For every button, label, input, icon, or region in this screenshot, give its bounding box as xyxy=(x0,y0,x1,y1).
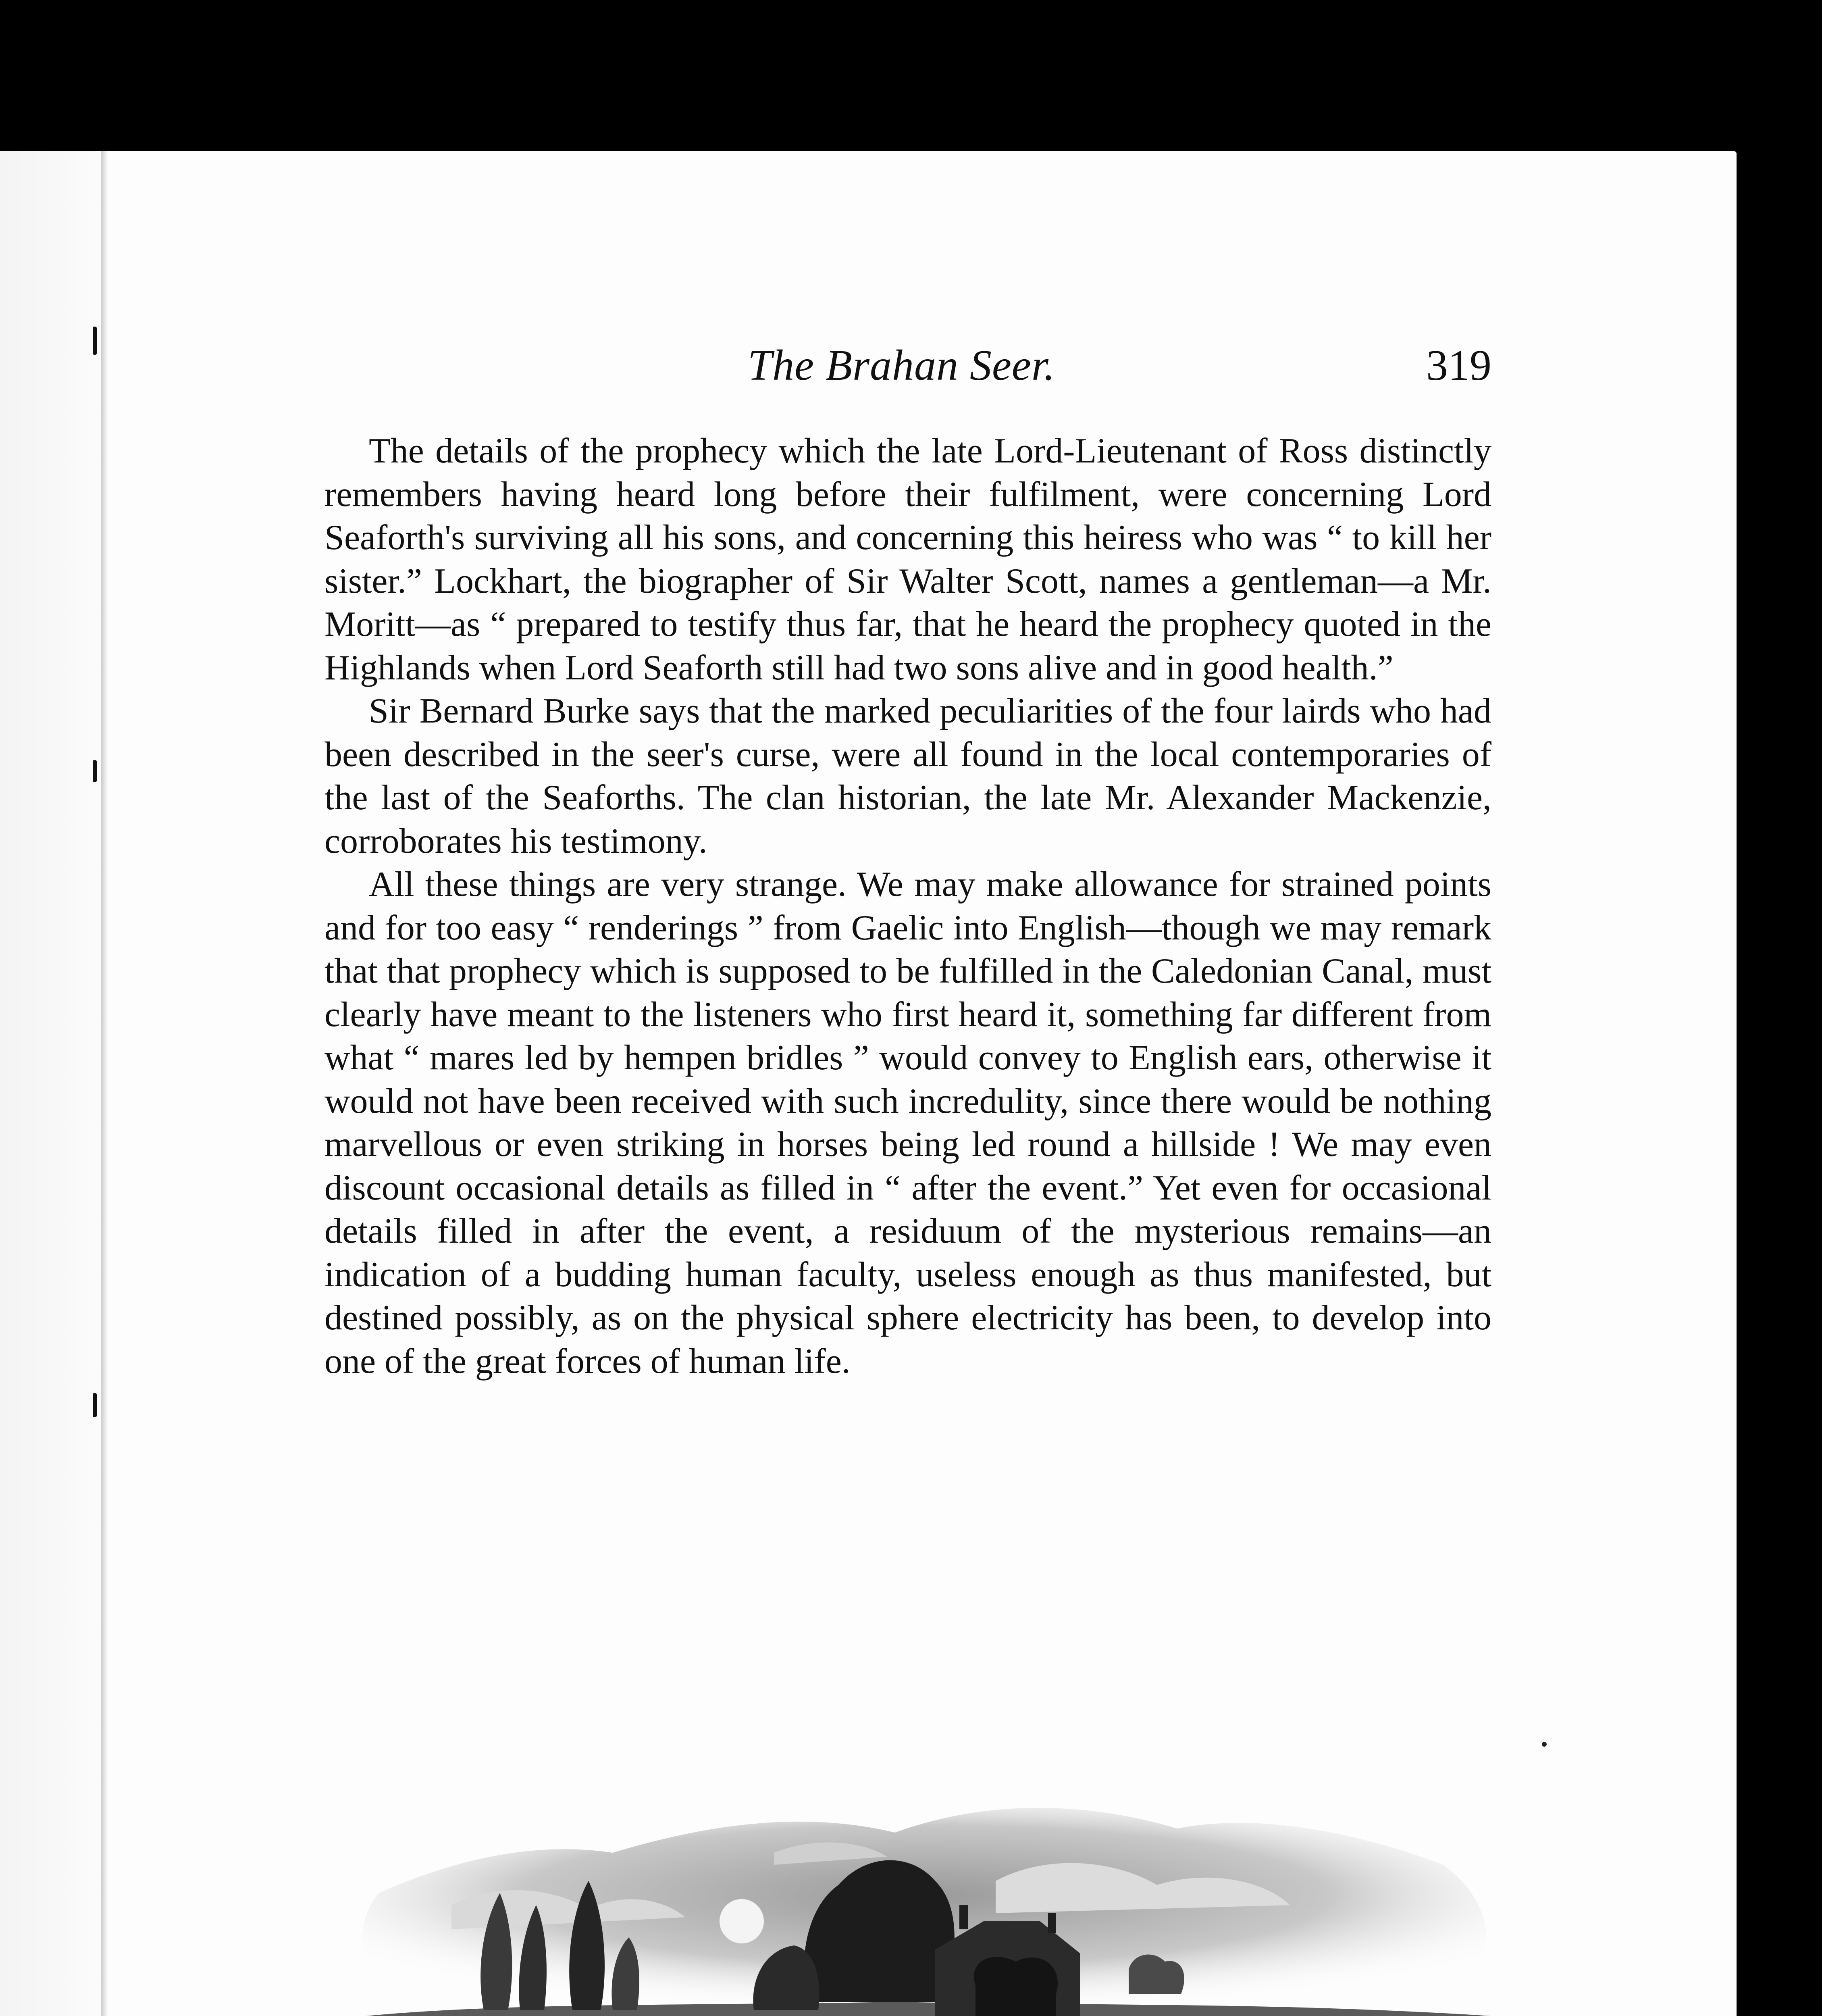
binding-mark xyxy=(93,760,97,782)
body-text xyxy=(324,429,1491,1383)
page-number: 319 xyxy=(1426,342,1491,389)
ink-speck xyxy=(1542,1742,1547,1747)
page-left-margin xyxy=(0,151,101,2016)
paragraph: Sir Bernard Burke says that the marked peculiarities of the four lairds who had been described in the seer's curse, were all found in the local contemporaries of the last of the Seaforths. The clan historian, the late Mr. Alexander Mackenzie, corroborates his testimony. xyxy=(324,691,1491,861)
paragraph: The details of the prophecy which the late Lord-Lieutenant of Ross distinctly remembers having heard long before their fulfilment, were concerning Lord Seaforth's surviving all his sons, and concerning this heiress who was “ to kill her sister.” Lockhart, the biographer of Sir Walter Scott, names a gentleman—a Mr. Moritt—as “ prepared to testify thus far, that he heard the prophecy quoted in the Highlands when Lord Seaforth still had two sons alive and in good health.” xyxy=(324,431,1491,687)
landscape-vignette-illustration xyxy=(331,1760,1524,2016)
binding-mark xyxy=(93,1393,97,1417)
page-spine-edge xyxy=(101,151,108,2016)
paragraph: All these things are very strange. We may make allowance for strained points and for too easy “ renderings ” from Gaelic into English—though we may remark that that prophecy which is supposed to be fulfilled in the Caledonian Canal, must clearly have meant to the listeners who first heard it, something far different from what “ mares led by hempen bridles ” would convey to English ears, otherwise it would not have been received with such incredulity, since there would be nothing marvellous or even striking in horses being led round a hillside ! We may even discount occasional details as filled in “ after the event.” Yet even for occasional details filled in after the event, a residuum of the mysterious remains—an indication of a budding human faculty, useless enough as thus manifested, but destined possibly, as on the physical sphere electricity has been, to develop into one of the great forces of human life. xyxy=(324,865,1491,1381)
running-title: The Brahan Seer. xyxy=(748,342,1055,389)
book-page xyxy=(0,151,1737,2016)
running-head xyxy=(324,341,1491,393)
binding-mark xyxy=(93,327,97,355)
